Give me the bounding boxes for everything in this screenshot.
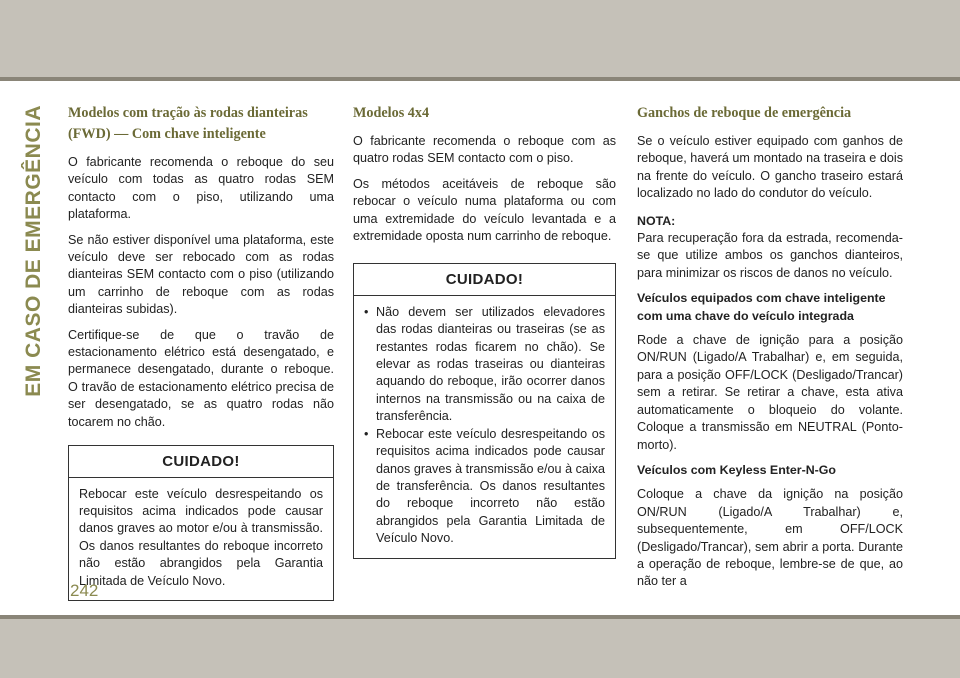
paragraph: Coloque a chave da ignição na posição ON/RUN (Ligado/A Trabalhar) e, subsequentemente, em OFF/LOCK (Desligado/Trancar), sem abrir a porta. Durante a operação de reboque, lembre-se de que, ao não ter a bbox=[637, 487, 903, 589]
subheading-smart-key: Veículos equipados com chave inteligente com uma chave do veículo integrada bbox=[637, 291, 886, 323]
header-band bbox=[0, 0, 960, 77]
caution-title: CUIDADO! bbox=[69, 446, 333, 477]
caution-list bbox=[364, 304, 605, 548]
heading-4x4: Modelos 4x4 bbox=[353, 105, 430, 121]
paragraph: O fabricante recomenda o reboque do seu veículo com todas as quatro rodas SEM contacto com o piso, utilizando uma plataforma. bbox=[68, 155, 334, 222]
paragraph: Rode a chave de ignição para a posição ON/RUN (Ligado/A Trabalhar) e, em seguida, para a posição OFF/LOCK (Desligado/Trancar) sem a retirar. Se retirar a chave, esta ativa automaticamente o bloqueio do volante. Coloque a transmissão em NEUTRAL (Ponto-morto). bbox=[637, 333, 903, 452]
header-rule bbox=[0, 77, 960, 81]
column-fwd bbox=[68, 103, 334, 601]
page-number: 242 bbox=[70, 581, 99, 600]
footer-band bbox=[0, 619, 960, 678]
paragraph: Se o veículo estiver equipado com ganhos de reboque, haverá um montado na traseira e dois na frente do veículo. O gancho traseiro estará localizado no lado do condutor do veículo. bbox=[637, 134, 903, 201]
note-text: Para recuperação fora da estrada, recomenda-se que utilize ambos os ganchos dianteiros, para minimizar os riscos de danos no veículo. bbox=[637, 231, 903, 280]
heading-tow-hooks: Ganchos de reboque de emergência bbox=[637, 105, 852, 121]
heading-fwd: Modelos com tração às rodas dianteiras (FWD) — Com chave inteligente bbox=[68, 105, 308, 142]
note-label: NOTA: bbox=[637, 213, 676, 228]
column-tow-hooks bbox=[637, 103, 903, 599]
paragraph: Os métodos aceitáveis de reboque são rebocar o veículo numa plataforma ou com uma extremidade do veículo levantada e a extremidade oposta num carrinho de reboque. bbox=[353, 176, 616, 244]
caution-bullet: • Rebocar este veículo desrespeitando os requisitos acima indicados pode causar danos graves à transmissão e/ou à caixa de transferência. Os danos resultantes do reboque incorreto não estão abrangidos pela Garantia Limitada de Veículo Novo. bbox=[364, 426, 605, 548]
paragraph: Certifique-se de que o travão de estacionamento elétrico está desengatado, e permanece desengatado, durante o reboque. O travão de estacionamento elétrico precisa de ser desengatado, se as quatro rodas não tocarem no chão. bbox=[68, 327, 334, 429]
section-side-title bbox=[20, 105, 48, 397]
subheading-keyless: Veículos com Keyless Enter-N-Go bbox=[637, 462, 837, 477]
caution-box bbox=[68, 445, 334, 601]
paragraph: Se não estiver disponível uma plataforma, este veículo deve ser rebocado com as rodas dianteiras SEM contacto com o piso (utilizando um carrinho de reboque com as rodas dianteiras subidas). bbox=[68, 232, 334, 317]
caution-bullet: • Não devem ser utilizados elevadores das rodas dianteiras ou traseiras (se as restantes rodas ficarem no chão). Se elevar as rodas traseiras ou dianteiras aquando do reboque, irão ocorrer danos internos na transmissão ou na caixa de transferência. bbox=[364, 304, 605, 426]
caution-title: CUIDADO! bbox=[354, 264, 615, 295]
paragraph: O fabricante recomenda o reboque com as quatro rodas SEM contacto com o piso. bbox=[353, 134, 616, 166]
caution-text: Rebocar este veículo desrespeitando os requisitos acima indicados pode causar danos graves ao motor e/ou à transmissão. Os danos resultantes do reboque incorreto não estão abrangidos pela Garantia Limitada de Veículo Novo. bbox=[79, 486, 323, 588]
column-4x4 bbox=[353, 103, 616, 559]
section-title-text: EM CASO DE EMERGÊNCIA bbox=[22, 105, 45, 397]
caution-box bbox=[353, 263, 616, 558]
